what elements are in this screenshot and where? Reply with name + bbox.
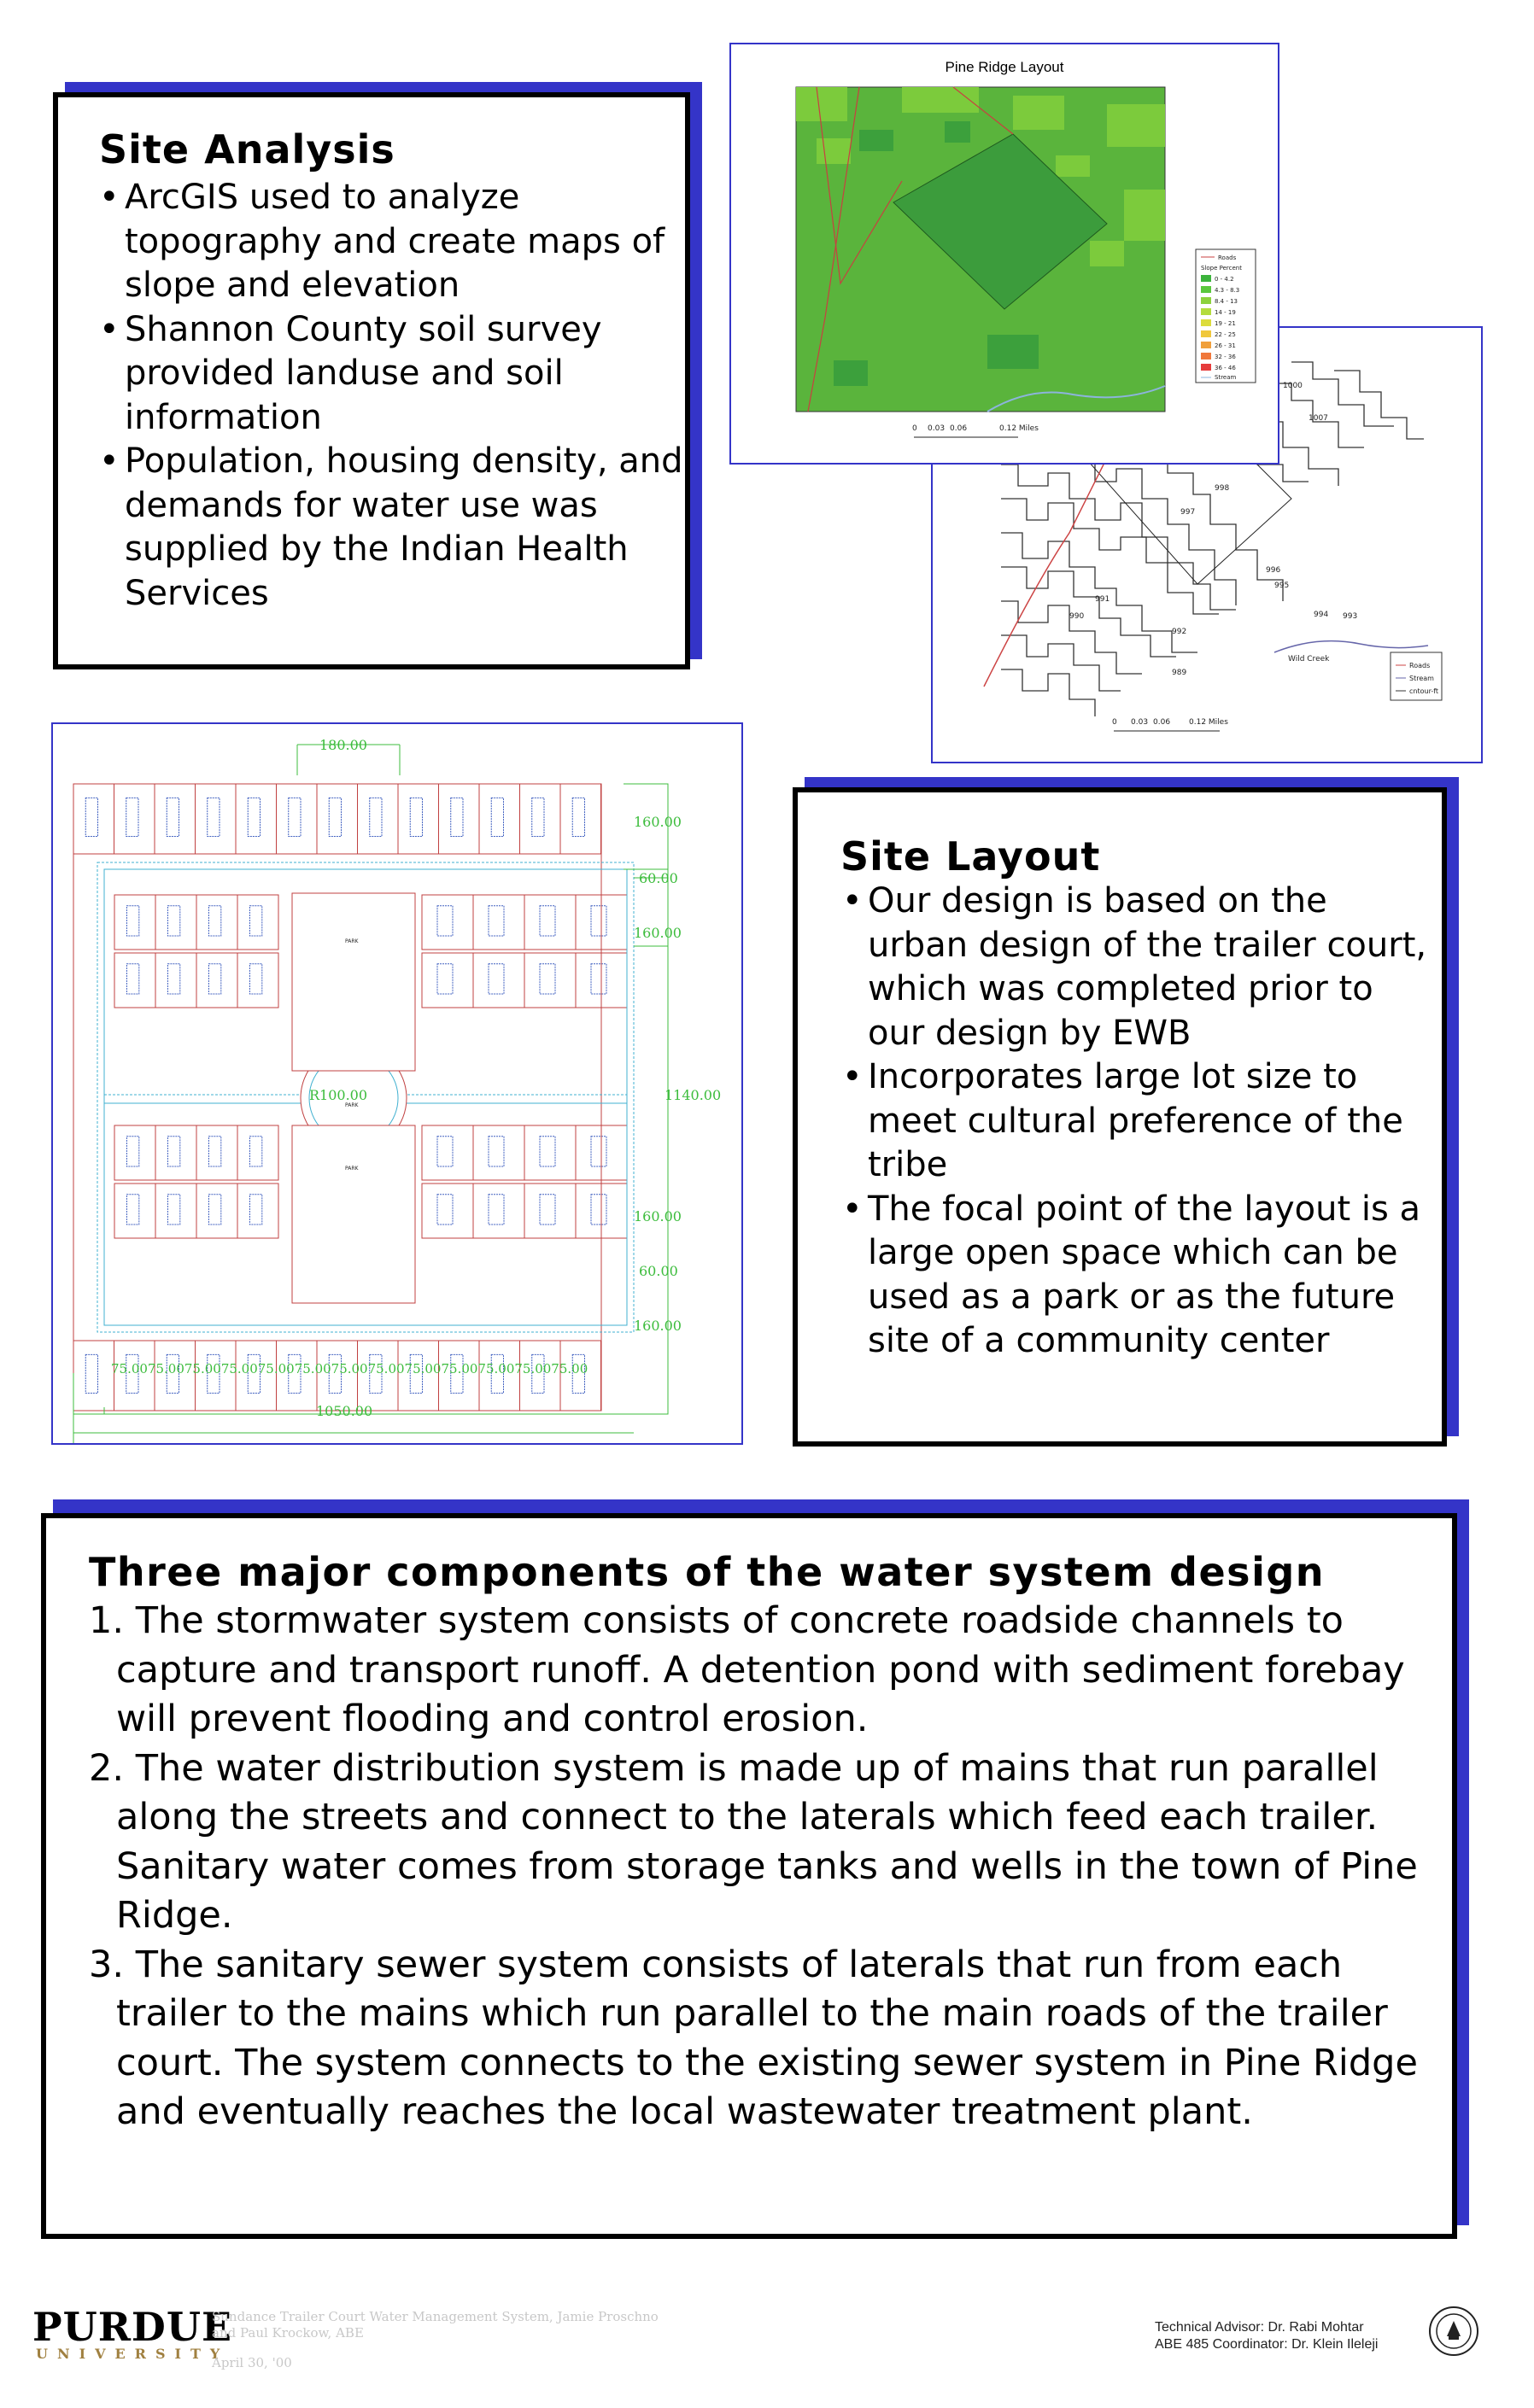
trailer-lot: [439, 784, 480, 854]
trailer-lot: [422, 1125, 473, 1180]
trailer-footprint: [249, 906, 261, 936]
trailer-footprint: [126, 1137, 138, 1166]
university-seal-icon: [1428, 2306, 1479, 2357]
contour-label: 990: [1069, 612, 1085, 621]
trailer-footprint: [85, 798, 97, 836]
trailer-lot: [155, 1125, 196, 1180]
trailer-lot: [520, 784, 561, 854]
slope-map-frame: [729, 43, 1279, 465]
svg-text:0.03: 0.03: [1131, 718, 1149, 727]
dim-radius: R100.00: [309, 1087, 368, 1103]
trailer-lot: [473, 1184, 524, 1238]
dim-top-width: 180.00: [319, 737, 367, 753]
list-item: 1. The stormwater system consists of concrete roadside channels to capture and transport runoff. A detention pond with sediment forebay will prevent flooding and control erosion.: [89, 1599, 1405, 1740]
trailer-footprint: [489, 964, 504, 994]
trailer-footprint: [126, 1195, 138, 1224]
contour-label: 992: [1172, 628, 1187, 636]
trailer-lot: [560, 784, 601, 854]
trailer-footprint: [489, 906, 504, 936]
trailer-lot: [114, 1184, 155, 1238]
trailer-lot: [479, 784, 520, 854]
trailer-lot: [114, 784, 155, 854]
water-system-title: Three major components of the water system design: [89, 1549, 1326, 1595]
contour-label: 989: [1172, 669, 1187, 677]
trailer-lot: [358, 784, 399, 854]
trailer-footprint: [370, 798, 382, 836]
site-layout-title: Site Layout: [840, 833, 1101, 880]
trailer-footprint: [451, 798, 463, 836]
contour-label: 1007: [1309, 414, 1328, 423]
trailer-footprint: [249, 1137, 261, 1166]
trailer-footprint: [85, 1354, 97, 1393]
list-item: 3. The sanitary sewer system consists of laterals that run from each trailer to the mains which run parallel to the main roads of the trailer court. The system connects to the existing sewer system in Pine Ridge and eventually reaches the local wastewater treatment plant.: [89, 1943, 1418, 2133]
trailer-footprint: [540, 906, 555, 936]
site-analysis-list: [99, 176, 688, 616]
advisor-credits: [1155, 2319, 1378, 2353]
trailer-footprint: [437, 1137, 453, 1166]
park-label: PARK: [345, 938, 359, 944]
svg-text:26 - 31: 26 - 31: [1215, 342, 1236, 349]
trailer-footprint: [167, 964, 179, 994]
list-item: • Population, housing density, and demands for water use was supplied by the Indian Health Services: [99, 441, 683, 613]
site-analysis-title: Site Analysis: [99, 126, 395, 172]
site-analysis-panel: [53, 92, 690, 669]
purdue-logo-university: UNIVERSITY: [36, 2346, 230, 2362]
dim-right-4: 160.00: [634, 1208, 682, 1224]
trailer-footprint: [249, 1195, 261, 1224]
trailer-lot: [237, 953, 278, 1008]
slope-map-title: Pine Ridge Layout: [945, 59, 1064, 75]
trailer-lot: [422, 1184, 473, 1238]
trailer-lot: [237, 895, 278, 950]
trailer-lot: [398, 784, 439, 854]
contour-label: 997: [1180, 508, 1196, 517]
trailer-lot: [277, 784, 318, 854]
trailer-footprint: [591, 1137, 606, 1166]
slope-legend: [1196, 249, 1256, 383]
svg-text:0.06: 0.06: [1153, 718, 1171, 727]
trailer-lot: [196, 1184, 237, 1238]
river-label: Wild Creek: [1288, 655, 1330, 663]
trailer-footprint: [289, 798, 301, 836]
purdue-logo-name: PURDUE: [32, 2304, 233, 2350]
trailer-footprint: [437, 906, 453, 936]
dim-right-2: 60.00: [639, 870, 678, 886]
trailer-footprint: [489, 1137, 504, 1166]
dim-bottom-lots: 75.0075.0075.0075.0075.0075.0075.0075.0075.0075.0075.0075.0075.00: [111, 1361, 588, 1376]
trailer-lot: [236, 784, 277, 854]
trailer-footprint: [248, 798, 260, 836]
trailer-footprint: [329, 798, 341, 836]
trailer-lot: [317, 784, 358, 854]
course-coordinator: ABE 485 Coordinator: Dr. Klein Ileleji: [1155, 2337, 1379, 2352]
trailer-footprint: [167, 798, 179, 836]
trailer-footprint: [208, 906, 220, 936]
list-item: • The focal point of the layout is a large open space which can be used as a park or as the future site of a community center: [842, 1189, 1421, 1360]
svg-text:32 - 36: 32 - 36: [1215, 354, 1236, 360]
trailer-footprint: [167, 1137, 179, 1166]
trailer-lot: [155, 784, 196, 854]
contour-label: 991: [1095, 595, 1110, 604]
trailer-footprint: [572, 798, 584, 836]
site-layout-panel: [793, 787, 1447, 1447]
trailer-lot: [196, 784, 237, 854]
trailer-footprint: [167, 906, 179, 936]
svg-text:19 - 21: 19 - 21: [1215, 320, 1236, 327]
trailer-footprint: [126, 964, 138, 994]
trailer-footprint: [591, 906, 606, 936]
trailer-lot: [473, 953, 524, 1008]
trailer-footprint: [540, 1195, 555, 1224]
trailer-lot: [524, 1125, 576, 1180]
trailer-lot: [155, 1184, 196, 1238]
svg-text:8.4 - 13: 8.4 - 13: [1215, 298, 1238, 305]
svg-text:36 - 46: 36 - 46: [1215, 365, 1236, 371]
project-credit: Sundance Trailer Court Water Management System, Jamie Proschno and Paul Krockow, ABE: [212, 2309, 659, 2341]
list-item: 2. The water distribution system is made up of mains that run parallel along the streets and connect to the laterals which feed each trailer. Sanitary water comes from storage tanks and wells in the town of Pine Ridge.: [89, 1746, 1418, 1937]
list-item: • Shannon County soil survey provided landuse and soil information: [99, 309, 602, 437]
dim-right-5: 60.00: [639, 1263, 678, 1279]
trailer-footprint: [208, 798, 220, 836]
dim-right-1: 160.00: [634, 814, 682, 830]
svg-text:14 - 19: 14 - 19: [1215, 309, 1236, 316]
trailer-lot: [473, 895, 524, 950]
trailer-footprint: [591, 1195, 606, 1224]
trailer-footprint: [126, 798, 138, 836]
trailer-footprint: [540, 1137, 555, 1166]
svg-text:0: 0: [912, 424, 917, 433]
trailer-footprint: [249, 964, 261, 994]
list-item: • Incorporates large lot size to meet cultural preference of the tribe: [842, 1057, 1403, 1184]
trailer-footprint: [208, 964, 220, 994]
svg-text:Stream: Stream: [1409, 675, 1434, 682]
slope-scale-bar: [912, 424, 1039, 437]
trailer-lot: [73, 784, 114, 854]
trailer-footprint: [437, 1195, 453, 1224]
svg-text:22 - 25: 22 - 25: [1215, 331, 1236, 338]
trailer-footprint: [437, 964, 453, 994]
park-label: PARK: [345, 1166, 359, 1172]
trailer-lot: [422, 895, 473, 950]
svg-text:0 - 4.2: 0 - 4.2: [1215, 276, 1234, 283]
trailer-lot: [237, 1125, 278, 1180]
technical-advisor: Technical Advisor: Dr. Rabi Mohtar: [1155, 2320, 1364, 2335]
trailer-footprint: [167, 1195, 179, 1224]
svg-text:cntour-ft: cntour-ft: [1409, 687, 1439, 695]
trailer-footprint: [540, 964, 555, 994]
svg-text:0.06: 0.06: [950, 424, 968, 433]
trailer-lot: [524, 895, 576, 950]
trailer-footprint: [208, 1137, 220, 1166]
dim-total-height: 1140.00: [665, 1087, 722, 1103]
contour-scale-bar: [1112, 718, 1228, 731]
dim-bottom-width: 1050.00: [316, 1403, 373, 1419]
svg-text:Stream: Stream: [1215, 374, 1237, 381]
contour-label: 993: [1343, 612, 1358, 621]
dim-right-3: 160.00: [634, 925, 682, 941]
trailer-lot: [155, 953, 196, 1008]
list-item: • ArcGIS used to analyze topography and create maps of slope and elevation: [99, 178, 665, 305]
trailer-lot: [114, 1125, 155, 1180]
trailer-footprint: [491, 798, 503, 836]
lot-plan-frame: [51, 722, 743, 1445]
water-system-panel: [41, 1513, 1457, 2239]
list-item: • Our design is based on the urban design of the trailer court, which was completed prior to our design by EWB: [842, 881, 1427, 1053]
site-layout-list: [842, 880, 1432, 1364]
svg-text:0.12 Miles: 0.12 Miles: [999, 424, 1039, 433]
contour-label: 996: [1266, 566, 1281, 575]
trailer-footprint: [410, 798, 422, 836]
trailer-lot: [473, 1125, 524, 1180]
svg-text:Slope Percent: Slope Percent: [1201, 265, 1242, 272]
trailer-lot: [114, 895, 155, 950]
svg-text:Roads: Roads: [1409, 662, 1431, 669]
svg-text:0: 0: [1112, 718, 1117, 727]
trailer-lot: [422, 953, 473, 1008]
trailer-footprint: [591, 964, 606, 994]
trailer-footprint: [208, 1195, 220, 1224]
trailer-footprint: [489, 1195, 504, 1224]
contour-label: 998: [1215, 484, 1230, 493]
water-system-list: [89, 1597, 1438, 2137]
poster-date: April 30, '00: [212, 2355, 292, 2370]
trailer-lot: [196, 895, 237, 950]
trailer-lot: [524, 953, 576, 1008]
svg-text:0.12 Miles: 0.12 Miles: [1189, 718, 1228, 727]
contour-label: 1000: [1283, 382, 1303, 390]
park-label: PARK: [345, 1102, 359, 1108]
trailer-lot: [237, 1184, 278, 1238]
contour-legend: [1391, 652, 1442, 700]
dim-right-6: 160.00: [634, 1318, 682, 1334]
trailer-lot: [524, 1184, 576, 1238]
trailer-lot: [196, 1125, 237, 1180]
trailer-lot: [155, 895, 196, 950]
trailer-footprint: [126, 906, 138, 936]
trailer-footprint: [532, 798, 544, 836]
trailer-lot: [73, 1341, 114, 1411]
contour-label: 994: [1314, 611, 1329, 619]
trailer-lot: [114, 953, 155, 1008]
slope-map: [731, 44, 1278, 463]
svg-text:Roads: Roads: [1218, 254, 1237, 261]
trailer-lot: [196, 953, 237, 1008]
lot-plan-drawing: [53, 724, 741, 1443]
contour-label: 995: [1274, 582, 1290, 590]
svg-text:0.03: 0.03: [928, 424, 946, 433]
svg-text:4.3 - 8.3: 4.3 - 8.3: [1215, 287, 1240, 294]
